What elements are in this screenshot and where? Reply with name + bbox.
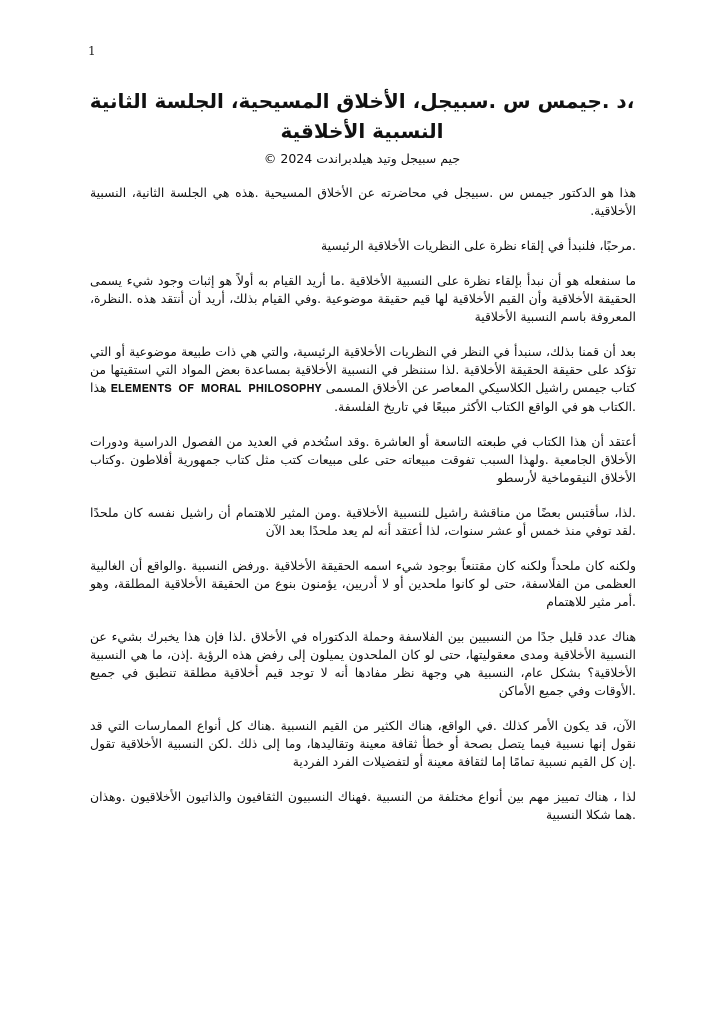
paragraph: أعتقد أن هذا الكتاب في طبعته التاسعة أو العاشرة .وقد استُخدم في العديد من الفصول الدراسية ودورات الأخلاق الجامعية .ولهذا السبب تفوقت مبيعاته حتى على مبيعات كتب مثل كتاب جمهورية أفلاطون .وكتاب الأخلاق النيقوماخية لأرسطو xyxy=(90,434,636,485)
title-line-2: النسبية الأخلاقية xyxy=(280,119,444,143)
paragraph-text: بعد أن قمنا بذلك، سنبدأ في النظر في النظريات الأخلاقية الرئيسية، والتي هي ذات طبيعة موضوعية أو التي تؤكد على حقيقة الحقيقة الأخلاقية .لذا سننظر في النسبية الأخلاقية بمساعدة بعض المواد التي استقيتها من كتاب جيمس راشيل الكلاسيكي المعاصر عن الأخلاق المسمى xyxy=(90,344,636,395)
paragraph: هذا هو الدكتور جيمس س .سبيجل في محاضرته عن الأخلاق المسيحية .هذه هي الجلسة الثانية، النسبية الأخلاقية. xyxy=(90,185,636,218)
paragraph xyxy=(90,343,636,416)
paragraph: .مرحبًا، فلنبدأ في إلقاء نظرة على النظريات الأخلاقية الرئيسية xyxy=(320,238,636,253)
paragraph: ما سنفعله هو أن نبدأ بإلقاء نظرة على النسبية الأخلاقية .ما أريد القيام به أولاً هو إثبات وجود شيء يسمى الحقيقة الأخلاقية وأن القيم الأخلاقية لها قيم حقيقة موضوعية .وفي القيام بذلك، أريد أن أنتقد هذه .النظرة، المعروفة باسم النسبية الأخلاقية xyxy=(90,273,636,324)
paragraph: الآن، قد يكون الأمر كذلك .في الواقع، هناك الكثير من القيم النسبية .هناك كل أنواع الممارسات التي قد نقول إنها نسبية فيما يتصل بصحة أو خطأ ثقافة معينة وتقاليدها، وما إلى ذلك .لكن النسبية الأخلاقية تقول .إن كل القيم نسبية تمامًا إما لثقافة معينة أو لتفضيلات الفرد الفردية xyxy=(90,718,636,769)
paragraph: لذا ، هناك تمييز مهم بين أنواع مختلفة من النسبية .فهناك النسبيون الثقافيون والذاتيون الأخلاقيون .وهذان .هما شكلا النسبية xyxy=(90,789,636,822)
page-number: 1 xyxy=(88,44,96,58)
paragraph-text: هذا .الكتاب هو في الواقع الكتاب الأكثر مبيعًا في تاريخ الفلسفة. xyxy=(90,380,636,414)
paragraph: هناك عدد قليل جدًا من النسبيين بين الفلاسفة وحملة الدكتوراه في الأخلاق .لذا فإن هذا يخبرك بشيء عن النسبية الأخلاقية ومدى معقوليتها، حتى لو كان الملحدون يميلون إلى رفض هذه الرؤية .إذن، ما هي النسبية الأخلاقية؟ بشكل عام، النسبية هي وجهة نظر مفادها أنه لا توجد قيم أخلاقية مطلقة تنطبق في جميع .الأوقات وفي جميع الأماكن xyxy=(90,629,636,698)
title-line-1: ،د .جيمس س .سبيجل، الأخلاق المسيحية، الجلسة الثانية xyxy=(89,89,635,113)
document-body xyxy=(90,184,636,841)
document-title xyxy=(70,86,654,146)
paragraph: ولكنه كان ملحداً ولكنه كان مقتنعاً بوجود شيء اسمه الحقيقة الأخلاقية .ورفض النسبية .والواقع أن الغالبية العظمى من الفلاسفة، حتى لو كانوا ملحدين أو لا أدريين، يؤمنون بنوع من الحقيقة الأخلاقية المطلقة، وهو .أمر مثير للاهتمام xyxy=(90,558,636,609)
copyright-line: جيم سبيجل وتيد هيلدبراندت 2024 © xyxy=(263,151,461,166)
paragraph: .لذا، سأقتبس بعضًا من مناقشة راشيل للنسبية الأخلاقية .ومن المثير للاهتمام أن راشيل نفسه كان ملحدًا .لقد توفي منذ خمس أو عشر سنوات، لذا أعتقد أنه لم يعد ملحدًا بعد الآن xyxy=(90,505,636,538)
missing-glyph-boxes: 𝐄𝐋𝐄𝐌𝐄𝐍𝐓𝐒 𝐎𝐅 𝐌𝐎𝐑𝐀𝐋 𝐏𝐇𝐈𝐋𝐎𝐒𝐎𝐏𝐇𝐘 xyxy=(110,382,322,395)
